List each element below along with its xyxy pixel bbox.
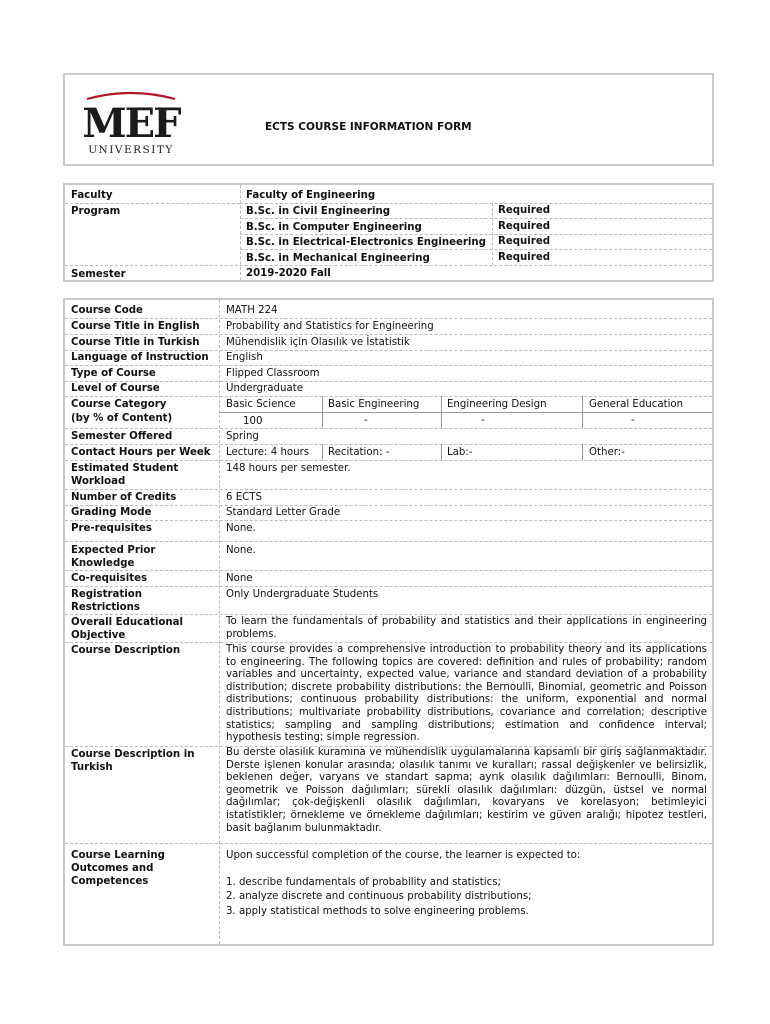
registration-label: Registration	[71, 589, 142, 600]
category-value: -	[364, 415, 368, 426]
course-category-label: Course Category	[71, 399, 167, 410]
registration-sublabel: Restrictions	[71, 602, 140, 613]
language-value: English	[226, 352, 263, 363]
semester-offered-label: Semester Offered	[71, 431, 173, 442]
grading-mode-label: Grading Mode	[71, 507, 152, 518]
program-status: Required	[498, 221, 551, 232]
objective-sublabel: Objective	[71, 630, 126, 641]
description-turkish-value: Bu derste olasılık kuramına ve mühendislik uygulamalarına kapsamlı bir giriş sağlanmaktadır. Derste işlenen konular arasında; olasılık tanımı ve kuralları; rassal değişkenler ve belirsizlik, beklenen değer, varyans ve standart sapma; ayrık olasılık dağılımları: Bernoulli, Binom, geometrik ve Poisson dağılımları; sürekli olasılık dağılımları: düzgün, üstsel ve normal dağılımlar; çok-değişkenli olasılık dağılımları, kovaryans ve korelasyon; betimleyici istatistikler; örnekleme ve örnekleme dağılımları; kestirim ve güven aralığı; hipotez testleri, basit bağlanım bulunmaktadır.	[226, 747, 707, 834]
course-code-label: Course Code	[71, 305, 143, 316]
program-name: B.Sc. in Civil Engineering	[246, 206, 390, 217]
category-header: Basic Science	[226, 399, 296, 410]
faculty-label: Faculty	[71, 190, 113, 201]
credits-label: Number of Credits	[71, 492, 177, 503]
corequisites-label: Co-requisites	[71, 573, 148, 584]
contact-hours-value: Lab:-	[447, 447, 473, 458]
program-status: Required	[498, 252, 551, 263]
program-name: B.Sc. in Mechanical Engineering	[246, 253, 430, 264]
program-label: Program	[71, 206, 121, 217]
course-code-value: MATH 224	[226, 305, 278, 316]
faculty-value: Faculty of Engineering	[246, 190, 376, 201]
form-title: ECTS COURSE INFORMATION FORM	[265, 121, 472, 133]
course-description-value: This course provides a comprehensive introduction to probability theory and its applications to engineering. The following topics are covered: definition and rules of probability; random variables and uncertainty, expected value, variance and standard deviation of a probability distribution; discrete probability distributions: the Bernoulli, Binomial, geometric and Poisson distributions; continuous probability distributions: the uniform, exponential and normal distributions; multivariate probability distributions, covariance and correlation; descriptive statistics; sampling and sampling distributions; estimation and confidence interval; hypothesis testing; simple regression.	[226, 644, 707, 744]
semester-value: 2019-2020 Fall	[246, 268, 331, 279]
prior-knowledge-sublabel: Knowledge	[71, 558, 135, 569]
category-value: -	[631, 415, 635, 426]
program-info-section	[63, 183, 714, 282]
outcome-item: 2. analyze discrete and continuous probability distributions;	[226, 891, 532, 902]
category-header: Basic Engineering	[328, 399, 420, 410]
category-header: General Education	[589, 399, 684, 410]
contact-hours-value: Lecture: 4 hours	[226, 447, 310, 458]
title-turkish-label: Course Title in Turkish	[71, 337, 200, 348]
category-value: -	[481, 415, 485, 426]
language-label: Language of Instruction	[71, 352, 209, 363]
course-type-value: Flipped Classroom	[226, 368, 320, 379]
outcome-item: 3. apply statistical methods to solve engineering problems.	[226, 906, 529, 917]
registration-value: Only Undergraduate Students	[226, 589, 379, 600]
contact-hours-value: Recitation: -	[328, 447, 390, 458]
course-level-value: Undergraduate	[226, 383, 303, 394]
header-section	[63, 73, 714, 166]
svg-text:UNIVERSITY: UNIVERSITY	[88, 144, 174, 156]
learning-outcomes-sublabel: Competences	[71, 876, 149, 887]
svg-text:MEF: MEF	[82, 100, 180, 147]
contact-hours-label: Contact Hours per Week	[71, 447, 211, 458]
objective-label: Overall Educational	[71, 617, 184, 628]
program-status: Required	[498, 205, 551, 216]
objective-value: To learn the fundamentals of probability and statistics and their applications in engineering problems.	[226, 616, 707, 640]
program-name: B.Sc. in Electrical-Electronics Engineering	[246, 237, 486, 248]
title-english-label: Course Title in English	[71, 321, 200, 332]
workload-label: Estimated Student	[71, 463, 179, 474]
description-turkish-label: Course Description in	[71, 749, 195, 760]
contact-hours-value: Other:-	[589, 447, 625, 458]
prerequisites-label: Pre-requisites	[71, 523, 152, 534]
program-name: B.Sc. in Computer Engineering	[246, 222, 422, 233]
prerequisites-value: None.	[226, 523, 256, 534]
title-english-value: Probability and Statistics for Engineering	[226, 321, 434, 332]
category-value: 100	[243, 416, 263, 427]
category-header: Engineering Design	[447, 399, 547, 410]
course-type-label: Type of Course	[71, 368, 156, 379]
workload-value: 148 hours per semester.	[226, 463, 351, 474]
mef-university-logo	[81, 85, 181, 157]
program-status: Required	[498, 236, 551, 247]
outcomes-intro: Upon successful completion of the course, the learner is expected to:	[226, 850, 581, 861]
prior-knowledge-value: None.	[226, 545, 256, 556]
semester-offered-value: Spring	[226, 431, 259, 442]
outcome-item: 1. describe fundamentals of probability and statistics;	[226, 877, 501, 888]
learning-outcomes-sublabel: Outcomes and	[71, 863, 154, 874]
title-turkish-value: Mühendislik için Olasılık ve İstatistik	[226, 337, 410, 348]
course-info-section	[63, 298, 714, 946]
corequisites-value: None	[226, 573, 253, 584]
credits-value: 6 ECTS	[226, 492, 262, 503]
semester-label: Semester	[71, 269, 126, 280]
grading-mode-value: Standard Letter Grade	[226, 507, 341, 518]
description-turkish-sublabel: Turkish	[71, 762, 113, 773]
prior-knowledge-label: Expected Prior	[71, 545, 156, 556]
workload-sublabel: Workload	[71, 476, 126, 487]
course-category-sublabel: (by % of Content)	[71, 413, 173, 424]
learning-outcomes-label: Course Learning	[71, 850, 165, 861]
course-level-label: Level of Course	[71, 383, 160, 394]
course-description-label: Course Description	[71, 645, 181, 656]
